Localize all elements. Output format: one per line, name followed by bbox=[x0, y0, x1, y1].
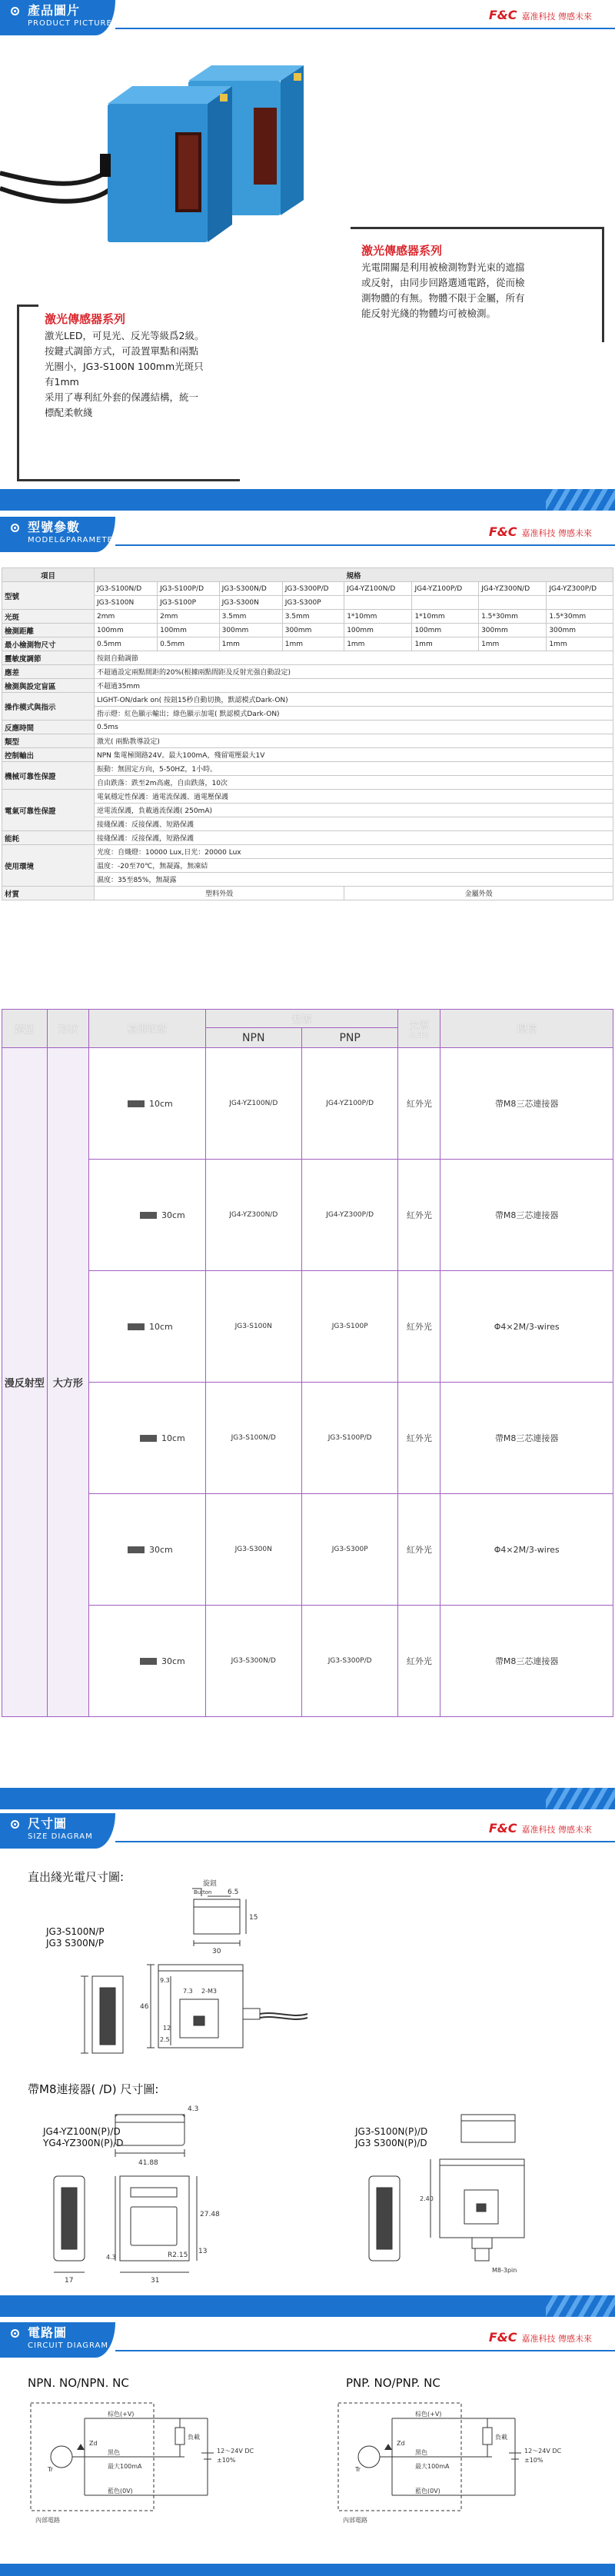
spec-value: 1mm bbox=[344, 637, 412, 651]
spec-value: 300mm bbox=[282, 624, 344, 637]
spec-row bbox=[2, 831, 613, 845]
spec-key: 檢測與設定盲區 bbox=[2, 679, 95, 693]
dim-label: 9.3 bbox=[160, 1977, 170, 1984]
header-model: 型號 bbox=[205, 1010, 398, 1028]
brand-logo: F&C 嘉准科技 傳感未來 bbox=[488, 1821, 592, 1835]
circuit-label: 棕色(+V) bbox=[415, 2411, 442, 2418]
model-light: 紅外光 bbox=[398, 1494, 440, 1606]
spec-row bbox=[2, 651, 613, 665]
distance-label: 10cm bbox=[161, 1433, 185, 1443]
spec-model-cell: JG3-S100N bbox=[95, 596, 158, 610]
spec-value: 100mm bbox=[158, 624, 219, 637]
callout-line: 激光LED，可見光、反光等級爲2級。 bbox=[45, 330, 204, 341]
spec-row bbox=[2, 637, 613, 651]
spec-model-cell: JG3-S300N bbox=[219, 596, 282, 610]
circuit-title-pnp: PNP. NO/PNP. NC bbox=[346, 2376, 440, 2390]
model-env: Φ4×2M/3-wires bbox=[440, 1271, 613, 1383]
section-subtitle: PRODUCT PICTURE bbox=[28, 19, 112, 28]
spec-row bbox=[2, 665, 613, 679]
spec-value: 金屬外殼 bbox=[344, 887, 613, 900]
spec-header-item: 項目 bbox=[2, 568, 95, 582]
distance-label: 30cm bbox=[161, 1656, 185, 1666]
spec-value: 0.5mm bbox=[158, 637, 219, 651]
spec-model-cell: JG3-S300N/D bbox=[219, 582, 282, 596]
callout-bracket bbox=[17, 305, 38, 307]
circuit-label: 藍色(0V) bbox=[415, 2488, 440, 2494]
zener-icon bbox=[77, 2444, 85, 2450]
brand-logo: F&C 嘉准科技 傳感未來 bbox=[488, 524, 592, 539]
dim-label: 12 bbox=[163, 2025, 171, 2032]
model-row bbox=[2, 1606, 613, 1717]
bullet-icon bbox=[11, 1820, 19, 1829]
circuit-label: ±10% bbox=[217, 2457, 236, 2464]
dim-label: 31 bbox=[151, 2277, 160, 2285]
spec-value: 300mm bbox=[219, 624, 282, 637]
callout-line: 采用了專利紅外套的保護結構，統一 bbox=[45, 391, 199, 403]
dim-label: 4.3 bbox=[188, 2105, 199, 2113]
distance-cell bbox=[89, 1494, 205, 1606]
circuit-label: 內部電路 bbox=[343, 2517, 367, 2524]
spec-empty-cell bbox=[412, 596, 479, 610]
header-pnp: PNP bbox=[301, 1028, 397, 1048]
circuit-label: Tr bbox=[48, 2466, 53, 2473]
spec-key: 機械可靠性保證 bbox=[2, 762, 95, 790]
circuit-label: 最大100mA bbox=[108, 2463, 142, 2470]
spec-row bbox=[2, 679, 613, 693]
spec-value: 100mm bbox=[344, 624, 412, 637]
dim-label: R2.15 bbox=[168, 2252, 188, 2259]
spec-key: 型號 bbox=[2, 582, 95, 610]
distance-bar bbox=[128, 1100, 145, 1107]
size-title-m8: 帶M8連接器( /D) 尺寸圖: bbox=[28, 2082, 159, 2096]
callout-line: 光圈小，JG3-S100N 100mm光斑只 bbox=[45, 361, 204, 372]
section-header-product bbox=[0, 0, 615, 35]
group-type: 漫反射型 bbox=[2, 1048, 48, 1717]
spec-value: 1.5*30mm bbox=[547, 610, 613, 624]
decorative-band bbox=[0, 2295, 615, 2317]
section-title: 電路圖 bbox=[28, 2325, 68, 2340]
dimension-drawing-m8 bbox=[0, 2107, 615, 2291]
spec-value: 逆電流保護，負載過流保護( 250mA) bbox=[95, 804, 613, 817]
distance-bar bbox=[140, 1435, 157, 1442]
callout-title: 激光傳感器系列 bbox=[361, 244, 443, 258]
load-resistor bbox=[175, 2428, 184, 2445]
spec-value: 1mm bbox=[282, 637, 344, 651]
distance-bar bbox=[128, 1323, 145, 1330]
circuit-label: 棕色(+V) bbox=[108, 2411, 135, 2418]
section-tag bbox=[0, 0, 115, 35]
model-npn: JG3-S300N/D bbox=[205, 1606, 301, 1717]
callout-left bbox=[45, 311, 252, 421]
model-env: 帶M8三芯連接器 bbox=[440, 1160, 613, 1271]
section-title: 型號參數 bbox=[28, 520, 81, 534]
spec-row bbox=[2, 845, 613, 859]
size-title-direct: 直出綫光電尺寸圖: bbox=[28, 1870, 125, 1884]
callout-line: 光電開關是利用被檢測物對光束的遮擋 bbox=[361, 261, 525, 273]
section-title: 尺寸圖 bbox=[28, 1816, 68, 1831]
distance-cell bbox=[89, 1606, 205, 1717]
spec-row bbox=[2, 624, 613, 637]
spec-value: 300mm bbox=[547, 624, 613, 637]
circuit-label: 12～24V DC bbox=[217, 2448, 254, 2455]
spec-value: 按鈕自動調節 bbox=[95, 651, 613, 665]
model-table bbox=[2, 1009, 613, 1717]
dim-label: 4.3 bbox=[106, 2254, 116, 2261]
model-label: JG3-S100N/P bbox=[46, 1926, 105, 1937]
callout-line: 標配柔軟綫 bbox=[45, 407, 93, 418]
section-tag bbox=[0, 2322, 115, 2358]
section-tag bbox=[0, 1813, 115, 1849]
section-title: 產品圖片 bbox=[28, 3, 81, 18]
spec-model-cell: JG4-YZ100N/D bbox=[344, 582, 412, 596]
distance-cell bbox=[89, 1160, 205, 1271]
spec-key: 電氣可靠性保證 bbox=[2, 790, 95, 831]
callout-line: 有1mm bbox=[45, 376, 79, 388]
spec-value: 100mm bbox=[95, 624, 158, 637]
dimension-drawing-direct bbox=[0, 1876, 615, 2061]
spec-value: 1*10mm bbox=[412, 610, 479, 624]
model-light: 紅外光 bbox=[398, 1160, 440, 1271]
header-distance: 檢測距離 bbox=[89, 1010, 205, 1048]
spec-row bbox=[2, 790, 613, 804]
dim-label: 27.48 bbox=[200, 2211, 220, 2218]
decorative-band bbox=[0, 1788, 615, 1809]
header-env: 環境 bbox=[440, 1010, 613, 1048]
bullet-icon bbox=[11, 2329, 19, 2338]
circuit-pnp bbox=[338, 2403, 562, 2524]
spec-value: 1mm bbox=[479, 637, 547, 651]
spec-header-spec: 規格 bbox=[95, 568, 613, 582]
circuit-label: Tr bbox=[355, 2466, 361, 2473]
spec-value: 電氣穩定性保護：過電流保護、過電壓保護 bbox=[95, 790, 613, 804]
model-pnp: JG4-YZ300P/D bbox=[301, 1160, 397, 1271]
spec-empty-cell bbox=[547, 596, 613, 610]
transistor-icon bbox=[358, 2446, 380, 2468]
divider bbox=[115, 28, 615, 29]
section-header-circuit bbox=[0, 2322, 615, 2358]
divider bbox=[115, 1841, 615, 1842]
circuit-npn bbox=[31, 2403, 254, 2524]
distance-cell bbox=[89, 1271, 205, 1383]
callout-right bbox=[361, 243, 592, 321]
model-row bbox=[2, 1160, 613, 1271]
divider bbox=[115, 2350, 615, 2351]
spec-model-cell: JG3-S300P/D bbox=[282, 582, 344, 596]
spec-row bbox=[2, 693, 613, 707]
section-subtitle: CIRCUIT DIAGRAM bbox=[28, 2341, 108, 2350]
section-subtitle: SIZE DIAGRAM bbox=[28, 1832, 93, 1841]
model-pnp: JG3-S100P bbox=[301, 1271, 397, 1383]
callout-line: 或反射，由同步回路選通電路，從而檢 bbox=[361, 277, 525, 288]
circuit-label: Zd bbox=[89, 2440, 98, 2447]
header-type: 類型 bbox=[2, 1010, 48, 1048]
model-pnp: JG4-YZ100P/D bbox=[301, 1048, 397, 1160]
dim-label: M8-3pin bbox=[492, 2267, 517, 2274]
spec-key: 反應時間 bbox=[2, 721, 95, 734]
distance-label: 30cm bbox=[148, 1544, 173, 1555]
transistor-icon bbox=[51, 2446, 72, 2468]
spec-value: 塑料外殼 bbox=[95, 887, 344, 900]
spec-key: 操作模式與指示 bbox=[2, 693, 95, 721]
dim-label: 17 bbox=[65, 2277, 74, 2285]
spec-key: 控制輸出 bbox=[2, 748, 95, 762]
model-label: JG4-YZ100N(P)/D bbox=[43, 2126, 121, 2137]
circuit-label: 黑色 bbox=[415, 2449, 427, 2456]
dim-label: 2-M3 bbox=[201, 1988, 217, 1995]
distance-bar bbox=[140, 1658, 157, 1665]
model-env: 帶M8三芯連接器 bbox=[440, 1383, 613, 1494]
bullet-icon bbox=[11, 7, 19, 15]
spec-value: 1mm bbox=[412, 637, 479, 651]
spec-table bbox=[2, 567, 613, 900]
spec-model-cell: JG3-S300P bbox=[282, 596, 344, 610]
spec-value: 300mm bbox=[479, 624, 547, 637]
zener-icon bbox=[384, 2444, 392, 2450]
dim-label: 46 bbox=[140, 2003, 149, 2011]
circuit-label: 黑色 bbox=[108, 2449, 120, 2456]
distance-label: 10cm bbox=[148, 1098, 173, 1109]
spec-value: NPN 集電極開路24V。最大100mA，殘留電壓最大1V bbox=[95, 748, 613, 762]
spec-value: 1.5*30mm bbox=[479, 610, 547, 624]
spec-model-cell: JG4-YZ300P/D bbox=[547, 582, 613, 596]
spec-row bbox=[2, 887, 613, 900]
dim-label: 15 bbox=[249, 1914, 258, 1922]
model-env: Φ4×2M/3-wires bbox=[440, 1494, 613, 1606]
distance-cell bbox=[89, 1048, 205, 1160]
spec-value: 0.5ms bbox=[95, 721, 613, 734]
spec-model-cell: JG4-YZ100P/D bbox=[412, 582, 479, 596]
header-npn: NPN bbox=[205, 1028, 301, 1048]
spec-value: 不超過35mm bbox=[95, 679, 613, 693]
brand-logo: F&C 嘉准科技 傳感未來 bbox=[488, 2330, 592, 2345]
divider bbox=[115, 544, 615, 546]
callout-line: 測物體的有無。物體不限于金屬，所有 bbox=[361, 292, 525, 304]
circuit-label: 最大100mA bbox=[415, 2463, 450, 2470]
dim-label: 41.88 bbox=[138, 2159, 158, 2167]
spec-value: 接綫保護：反接保護、短路保護 bbox=[95, 817, 613, 831]
header-light: 光源 (LED) bbox=[398, 1010, 440, 1048]
spec-row bbox=[2, 748, 613, 762]
dim-label: 6.5 bbox=[228, 1889, 239, 1896]
spec-value: 2mm bbox=[158, 610, 219, 624]
dim-label: 2.5 bbox=[160, 2036, 170, 2043]
spec-value: 指示燈：紅色顯示輸出；綠色顯示加電( 默認模式Dark-ON) bbox=[95, 707, 613, 721]
spec-value: 1*10mm bbox=[344, 610, 412, 624]
circuit-label: 內部電路 bbox=[35, 2517, 60, 2524]
dim-label: 13 bbox=[198, 2248, 208, 2255]
spec-key: 靈敏度調節 bbox=[2, 651, 95, 665]
model-label: JG3 S300N/P bbox=[46, 1938, 105, 1949]
spec-row bbox=[2, 610, 613, 624]
spec-key: 檢測距離 bbox=[2, 624, 95, 637]
spec-empty-cell bbox=[479, 596, 547, 610]
circuit-label: 負載 bbox=[495, 2434, 507, 2441]
model-npn: JG4-YZ100N/D bbox=[205, 1048, 301, 1160]
model-pnp: JG3-S300P/D bbox=[301, 1606, 397, 1717]
circuit-label: 藍色(0V) bbox=[108, 2488, 133, 2494]
footer-bar bbox=[0, 2564, 615, 2576]
spec-empty-cell bbox=[344, 596, 412, 610]
dim-label: 30 bbox=[212, 1948, 221, 1955]
spec-value: 光度：自熾燈：10000 Lux,日光：20000 Lux bbox=[95, 845, 613, 859]
section-subtitle: MODEL&PARAMETER bbox=[28, 536, 119, 544]
spec-model-cell: JG3-S100P bbox=[158, 596, 219, 610]
model-row bbox=[2, 1494, 613, 1606]
model-light: 紅外光 bbox=[398, 1048, 440, 1160]
group-shape: 大方形 bbox=[47, 1048, 89, 1717]
spec-value: 100mm bbox=[412, 624, 479, 637]
section-header-model bbox=[0, 517, 615, 552]
distance-bar bbox=[128, 1546, 145, 1553]
circuit-diagrams bbox=[0, 2391, 615, 2561]
model-pnp: JG3-S300P bbox=[301, 1494, 397, 1606]
section-tag bbox=[0, 517, 119, 552]
section-header-size bbox=[0, 1813, 615, 1849]
model-env: 帶M8三芯連接器 bbox=[440, 1048, 613, 1160]
distance-label: 30cm bbox=[161, 1210, 185, 1220]
spec-model-cell: JG4-YZ300N/D bbox=[479, 582, 547, 596]
circuit-label: ±10% bbox=[524, 2457, 544, 2464]
spec-value: 振動：無固定方向，5-50HZ，1小時。 bbox=[95, 762, 613, 776]
spec-value: 自由跌落：跌至2m高處，自由跌落，10次 bbox=[95, 776, 613, 790]
callout-line: 按鍵式調節方式，可設置單點和兩點 bbox=[45, 345, 199, 357]
circuit-label: 12～24V DC bbox=[524, 2448, 562, 2455]
load-resistor bbox=[483, 2428, 492, 2445]
decorative-band bbox=[0, 489, 615, 511]
dim-label: 旋鈕 bbox=[203, 1880, 218, 1888]
model-npn: JG3-S100N bbox=[205, 1271, 301, 1383]
distance-bar bbox=[140, 1212, 157, 1219]
callout-title: 激光傳感器系列 bbox=[45, 312, 126, 326]
model-npn: JG3-S300N bbox=[205, 1494, 301, 1606]
spec-row bbox=[2, 721, 613, 734]
spec-value: 不超過設定兩點間距的20%(根據兩點間距及反射光强自動設定) bbox=[95, 665, 613, 679]
spec-value: 3.5mm bbox=[282, 610, 344, 624]
circuit-title-npn: NPN. NO/NPN. NC bbox=[28, 2376, 129, 2390]
spec-key: 光斑 bbox=[2, 610, 95, 624]
spec-row bbox=[2, 734, 613, 748]
bullet-icon bbox=[11, 524, 19, 532]
spec-row bbox=[2, 762, 613, 776]
spec-key: 材質 bbox=[2, 887, 95, 900]
spec-key: 能耗 bbox=[2, 831, 95, 845]
dim-label: 7.3 bbox=[183, 1988, 193, 1995]
spec-model-cell: JG3-S100N/D bbox=[95, 582, 158, 596]
model-pnp: JG3-S100P/D bbox=[301, 1383, 397, 1494]
model-row bbox=[2, 1048, 613, 1160]
model-label: JG3 S300N(P)/D bbox=[355, 2138, 427, 2148]
spec-model-cell: JG3-S100P/D bbox=[158, 582, 219, 596]
circuit-label: Zd bbox=[397, 2440, 405, 2447]
model-light: 紅外光 bbox=[398, 1383, 440, 1494]
spec-value: 溫度：-20至70℃，無凝露，無凍結 bbox=[95, 859, 613, 873]
distance-cell bbox=[89, 1383, 205, 1494]
model-light: 紅外光 bbox=[398, 1606, 440, 1717]
dim-label: Button bbox=[194, 1889, 212, 1895]
spec-value: 0.5mm bbox=[95, 637, 158, 651]
spec-key: 應差 bbox=[2, 665, 95, 679]
callout-line: 能反射光綫的物體均可被檢測。 bbox=[361, 308, 497, 319]
spec-value: 2mm bbox=[95, 610, 158, 624]
circuit-label: 負載 bbox=[188, 2434, 200, 2441]
model-npn: JG3-S100N/D bbox=[205, 1383, 301, 1494]
dim-label: 2.40 bbox=[420, 2195, 434, 2202]
spec-value: 濕度：35至85%，無凝露 bbox=[95, 873, 613, 887]
spec-value: 3.5mm bbox=[219, 610, 282, 624]
spec-value: LIGHT-ON/dark on( 按鈕15秒自動切換，默認模式Dark-ON) bbox=[95, 693, 613, 707]
spec-key: 最小檢測物尺寸 bbox=[2, 637, 95, 651]
model-env: 帶M8三芯連接器 bbox=[440, 1606, 613, 1717]
model-row bbox=[2, 1383, 613, 1494]
spec-value: 1mm bbox=[547, 637, 613, 651]
distance-label: 10cm bbox=[148, 1321, 173, 1332]
model-label: JG3-S100N(P)/D bbox=[355, 2126, 428, 2137]
header-shape: 形狀 bbox=[47, 1010, 89, 1048]
model-npn: JG4-YZ300N/D bbox=[205, 1160, 301, 1271]
model-row bbox=[2, 1271, 613, 1383]
spec-value: 1mm bbox=[219, 637, 282, 651]
spec-key: 類型 bbox=[2, 734, 95, 748]
model-label: YG4-YZ300N(P)/D bbox=[43, 2138, 124, 2148]
model-light: 紅外光 bbox=[398, 1271, 440, 1383]
brand-logo: F&C 嘉准科技 傳感未來 bbox=[488, 8, 592, 22]
spec-value: 接綫保護：反接保護，短路保護 bbox=[95, 831, 613, 845]
spec-value: 激光( 兩點教導設定) bbox=[95, 734, 613, 748]
spec-key: 使用環境 bbox=[2, 845, 95, 887]
